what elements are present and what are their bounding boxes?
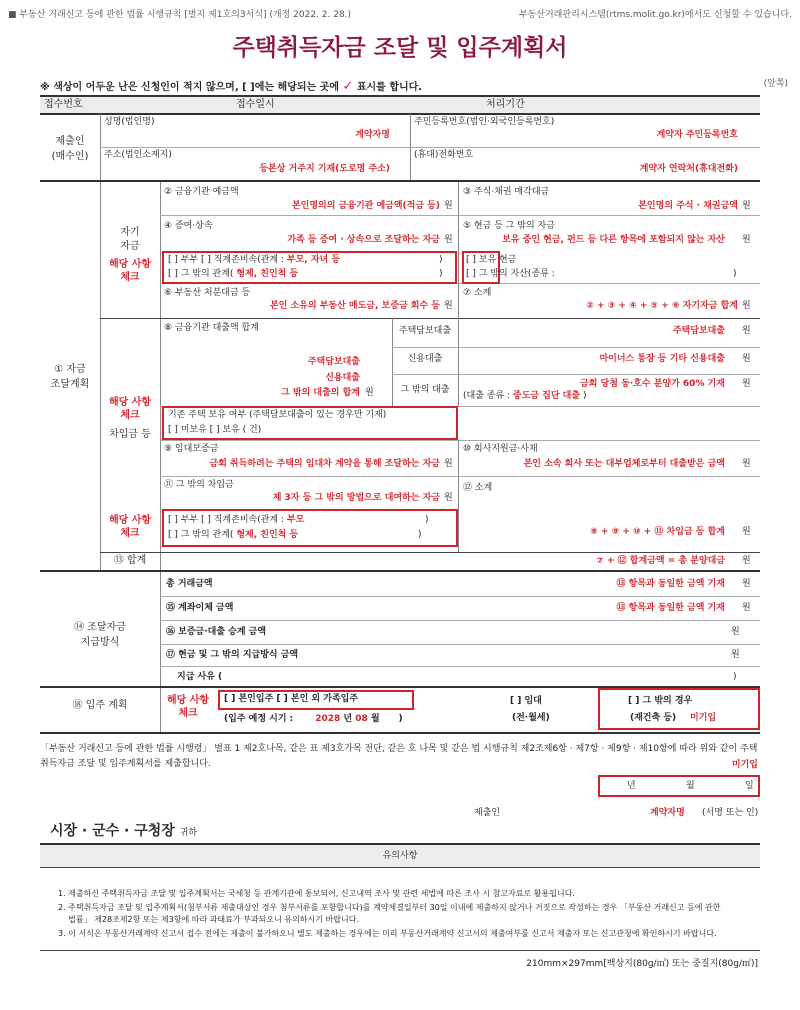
f5-value[interactable]: 보유 중인 현금, 펀드 등 다른 항목에 포함되지 않는 자산: [502, 235, 725, 245]
relation-line-1[interactable]: [ ] 부부 [ ] 직계존비속(관계 : 부모, 자녀 등: [168, 255, 341, 265]
funding-section-label: ① 자금 조달계획: [50, 364, 90, 390]
receipt-date-label: 접수일시: [236, 99, 275, 110]
f9-value[interactable]: 금회 취득하려는 주택의 임대차 계약을 통해 조달하는 자금: [209, 459, 440, 469]
self-occupancy-options[interactable]: [ ] 본인입주 [ ] 본인 외 가족입주: [224, 694, 359, 704]
f8-value-2[interactable]: 신용대출: [325, 373, 360, 383]
address-value[interactable]: 등본상 거주지 기재(도로명 주소): [259, 164, 390, 174]
f9-label: ⑨ 임대보증금: [164, 444, 219, 454]
online-notice: 부동산거래관리시스템(rtms.molit.go.kr)에서도 신청할 수 있습니다.: [518, 10, 792, 20]
loan-label: 차입금 등: [109, 429, 151, 440]
deposit-succession-label: ⑯ 보증금·대출 승계 금액: [166, 627, 267, 637]
loan-type-1-value[interactable]: 주택담보대출: [672, 326, 725, 336]
address-label: 주소(법인소재지): [104, 150, 172, 160]
processing-period-label: 처리기간: [486, 99, 525, 110]
declaration-text: 「부동산 거래신고 등에 관한 법률 시행령」 별표 1 제2호나목, 같은 표 제3호가목 전단, 같은 호 나목 및 같은 법 시행규칙 제2조제6항 · 제7항 · 제9항 · 제10항에 따라 위와 같이 주택취득자금 조달 및 입주계획서를 제출합니다.: [40, 744, 758, 769]
name-label: 성명(법인명): [104, 117, 155, 127]
other-occupancy-value[interactable]: 미기입: [690, 713, 717, 723]
loan-type-3-label: 그 밖의 대출: [400, 385, 450, 395]
form-reference: ■ 부동산 거래신고 등에 관한 법률 시행규칙 [별지 제1호의3서식] (개정 2022. 2. 28.): [8, 10, 352, 20]
f4-value[interactable]: 가족 등 증여 · 상속으로 조달하는 자금: [287, 235, 440, 245]
own-funds-label: 자기 자금: [120, 227, 140, 252]
f12-value[interactable]: ⑧ + ⑨ + ⑩ + ⑪ 차입금 등 합계: [590, 527, 725, 537]
transfer-value[interactable]: ⑬ 항목과 동일한 금액 기재: [616, 603, 725, 613]
f11-value[interactable]: 제 3자 등 그 밖의 방법으로 대여하는 자금: [272, 493, 440, 503]
other-occupancy-box: [598, 688, 760, 730]
f7-value[interactable]: ② + ③ + ④ + ⑤ + ⑥ 자기자금 합계: [586, 301, 738, 311]
rent-sub-label: (전·월세): [512, 713, 550, 723]
occupancy-check-label: 해당 사항 체크: [166, 695, 210, 719]
rent-option[interactable]: [ ] 임대: [510, 696, 542, 706]
f11-label: ⑪ 그 밖의 차입금: [164, 480, 234, 490]
notes-title: 유의사항: [382, 851, 418, 861]
f6-label: ⑥ 부동산 처분대금 등: [164, 288, 251, 298]
relation-line-2[interactable]: [ ] 그 밖의 관계( 형제, 친인척 등: [168, 269, 299, 279]
receipt-number-label: 접수번호: [44, 99, 83, 110]
f10-value[interactable]: 본인 소속 회사 또는 대부업체로부터 대출받은 금액: [523, 459, 725, 469]
f8-value-1[interactable]: 주택담보대출: [307, 357, 360, 367]
date-day[interactable]: 일: [745, 781, 754, 791]
f13-label: ⑬ 합계: [113, 555, 147, 566]
sign-suffix: (서명 또는 인): [702, 808, 759, 818]
payment-section-label: ⑭ 조달자금 지급방식: [74, 622, 126, 648]
f13-value[interactable]: ⑦ + ⑫ 합계금액 = 총 분양대금: [596, 556, 725, 566]
loan-relation-line-2[interactable]: [ ] 그 밖의 관계( 형제, 친인척 등: [168, 530, 299, 540]
f7-label: ⑦ 소계: [463, 288, 492, 298]
check-icon: ✓: [342, 79, 354, 94]
f2-label: ② 금융기관 예금액: [164, 187, 239, 197]
f12-label: ⑫ 소계: [463, 483, 493, 493]
loan-type-2-value[interactable]: 마이너스 통장 등 기타 신용대출: [599, 354, 725, 364]
phone-label: (휴대)전화번호: [414, 150, 474, 160]
submitter-label: 제출인 (매수인): [51, 136, 89, 162]
loan-type-2-label: 신용대출: [407, 354, 443, 364]
loan-kind[interactable]: (대출 종류 : 중도금 집단 대출 ): [463, 391, 587, 401]
id-label: 주민등록번호(법인·외국인등록번호): [414, 117, 555, 127]
payment-reason-label[interactable]: 지급 사유 (: [177, 672, 223, 682]
f3-value[interactable]: 본인명의 주식 · 채권금액: [638, 201, 738, 211]
id-value[interactable]: 계약자 주민등록번호: [656, 130, 738, 140]
total-amount-value[interactable]: ⑬ 항목과 동일한 금액 기재: [616, 579, 725, 589]
f2-value[interactable]: 본인명의의 금융기관 예금액(적금 등): [291, 201, 440, 211]
move-in-plan[interactable]: (입주 예정 시기 : 2028 년 08 월 ): [224, 714, 403, 724]
paper-spec: 210mm×297mm[백상지(80g/㎡) 또는 중질지(80g/㎡)]: [526, 959, 758, 969]
f10-label: ⑩ 회사지원금·사채: [463, 444, 538, 454]
note-item-1: 1. 제출하신 주택취득자금 조달 및 입주계획서는 국세청 등 관계기관에 통보되어, 신고내역 조사 및 관련 세법에 따른 조사 시 참고자료로 활용됩니다.: [58, 889, 575, 898]
recipient: 시장 · 군수 · 구청장 귀하: [50, 823, 198, 839]
other-occupancy-option[interactable]: [ ] 그 밖의 경우: [628, 696, 693, 706]
total-amount-label: 총 거래금액: [166, 579, 213, 589]
loan-type-1-label: 주택담보대출: [398, 326, 452, 336]
occupancy-section-label: ⑱ 입주 계획: [72, 700, 128, 711]
f3-label: ③ 주식·채권 매각대금: [463, 187, 550, 197]
f4-label: ④ 증여·상속: [164, 221, 213, 231]
existing-house-label: 기존 주택 보유 여부 (주택담보대출이 있는 경우만 기재): [168, 410, 387, 420]
note-item-2-cont: 법률」 제28조제2항 또는 제3항에 따라 과태료가 부과되오니 유의하시기 바랍니다.: [58, 915, 359, 924]
loan-check-label: 해당 사항 체크: [108, 397, 152, 421]
front-side-label: (앞쪽): [763, 79, 788, 89]
existing-house-options[interactable]: [ ] 미보유 [ ] 보유 ( 건): [168, 425, 262, 435]
loan-relation-check-label: 해당 사항 체크: [108, 515, 152, 539]
cash-other-label: ⑰ 현금 및 그 밖의 지급방식 금액: [166, 650, 299, 660]
loan-type-3-value[interactable]: 금회 당첨 동·호수 분양가 60% 기재: [580, 379, 725, 389]
f6-value[interactable]: 본인 소유의 부동산 매도금, 보증금 회수 등: [269, 301, 440, 311]
cash-line-2[interactable]: [ ] 그 밖의 자산(종류 :: [466, 269, 555, 279]
page-title: 주택취득자금 조달 및 입주계획서: [232, 35, 568, 61]
other-occupancy-sub: (재건축 등): [630, 713, 677, 723]
f8-label: ⑧ 금융기관 대출액 합계: [164, 323, 259, 333]
phone-value[interactable]: 계약자 연락처(휴대전화): [639, 164, 738, 174]
instruction-note: ※ 색상이 어두운 난은 신청인이 적지 않으며, [ ]에는 해당되는 곳에 ✓ 표시를 합니다.: [40, 79, 423, 94]
date-year[interactable]: 년: [627, 781, 636, 791]
loan-relation-line-1[interactable]: [ ] 부부 [ ] 직계존비속(관계 : 부모: [168, 515, 305, 525]
date-box: [598, 775, 760, 797]
cash-line-1[interactable]: [ ] 보유 현금: [466, 255, 517, 265]
date-month[interactable]: 월: [686, 781, 695, 791]
note-item-2: 2. 주택취득자금 조달 및 입주계획서(첨부서류 제출대상인 경우 첨부서류를 포함합니다)를 계약체결일부터 30일 이내에 제출하지 않거나 거짓으로 작성하는 경우 「부동산 거래신고 등에 관한: [58, 903, 721, 912]
date-note: 미기입: [731, 760, 758, 770]
transfer-label: ⑮ 계좌이체 금액: [166, 603, 234, 613]
note-item-3: 3. 이 서식은 부동산거래계약 신고서 접수 전에는 제출이 불가하오니 별도 제출하는 경우에는 미리 부동산거래계약 신고서의 제출여부를 신고서 제출자 또는 신고관청에 확인하시기 바랍니다.: [58, 929, 717, 938]
f5-label: ⑤ 현금 등 그 밖의 자금: [463, 221, 555, 231]
signer-label: 제출인: [474, 808, 501, 818]
receipt-row: [40, 96, 760, 113]
own-check-label: 해당 사항 체크: [108, 259, 152, 283]
f8-value-3[interactable]: 그 밖의 대출의 합계: [281, 388, 360, 398]
name-value[interactable]: 계약자명: [355, 130, 390, 140]
signer-name[interactable]: 계약자명: [650, 808, 685, 818]
